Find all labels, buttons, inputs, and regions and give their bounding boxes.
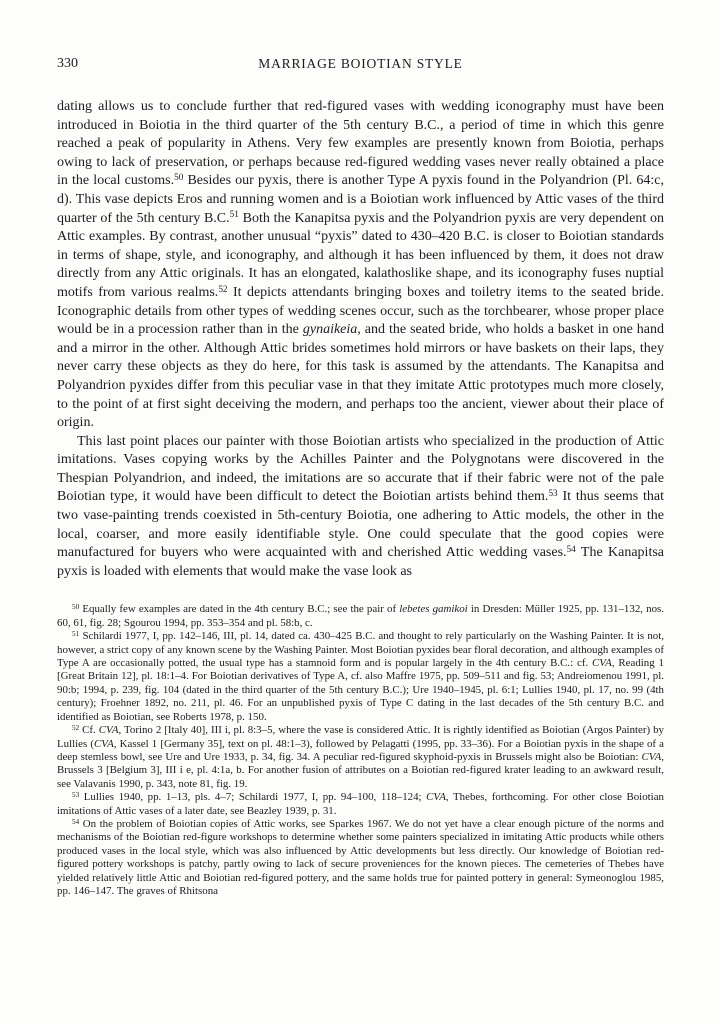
footnote: $^{53}$ Lullies 1940, pp. 1–13, pls. 4–7; Schilardi 1977, I, pp. 94–100, 118–124; CVA, Thebes, forthcoming. For other close Boiotian imitations of Attic vases of a later date, see Beazley 1939, p. 31. — [57, 790, 664, 817]
footnote-marker: 54 — [72, 817, 80, 826]
footnote: $^{50}$ Equally few examples are dated in the 4th century B.C.; see the pair of lebetes gamikoi in Dresden: Müller 1925, pp. 131–132, nos. 60, 61, fig. 28; Sgourou 1994, pp. 353–354 and pl. 58:b, c. — [57, 603, 664, 629]
italic-text: CVA — [641, 750, 662, 763]
footnote-reference: 50 — [174, 172, 184, 183]
italic-text: gynaikeia — [302, 322, 358, 338]
footnote-reference: 54 — [566, 544, 576, 555]
footnote-marker: 53 — [72, 790, 80, 799]
footnote: $^{51}$ Schilardi 1977, I, pp. 142–146, III, pl. 14, dated ca. 430–425 B.C. and thought to rely particularly on the Washing Painter. It is not, however, a strict copy of any known scene by the Washing Painter. Most Boiotian pyxides bear floral decoration, and although examples of Type A are occasionally potted, the usual type has a stamnoid form and is popular largely in the 4th century B.C.: cf. CVA, Reading 1 [Great Britain 12], pl. 18:1–4. For Boiotian derivatives of Type A, cf. also Maffre 1975, pp. 509–511 and fig. 53; Andreiomenou 1991, pl. 90:b; 1994, p. 239, fig. 104 (dated in the third quarter of the 5th century B.C.); Ure 1940–1945, pl. 6:1; Lullies 1940, pl. 17, no. 99 (4th century); Froehner 1892, no. 211, pl. 46. For an unpublished pyxis of Type C dating in the last decades of the 5th century B.C. and identified as Boiotian, see Roberts 1978, p. 150. — [57, 630, 664, 723]
italic-text: CVA — [426, 791, 446, 804]
italic-text: CVA — [592, 657, 612, 670]
footnote-marker: 52 — [72, 723, 80, 732]
page-header — [57, 56, 664, 76]
paragraph: This last point places our painter with those Boiotian artists who specialized in the production of Attic imitations. Vases copying works by the Achilles Painter and the Polygnotans were discovered in the Thespian Polyandrion, and indeed, the imitations are so accurate that if their fabric were not of the pale Boiotian type, it would have been difficult to detect the Boiotian artists behind them.$^{53}$ It thus seems that two vase-painting trends coexisted in 5th-century Boiotia, one adhering to Attic models, the other in the local, coarser, and more easily identifiable style. One could speculate that the good copies were manufactured for buyers who were acquainted with and cherished Attic wedding vases.$^{54}$ The Kanapitsa pyxis is loaded with elements that would make the vase look as — [57, 433, 664, 579]
footnotes — [57, 603, 664, 898]
italic-text: CVA — [98, 724, 119, 737]
footnote-marker: 50 — [72, 603, 80, 612]
body-text — [57, 98, 664, 581]
footnote-marker: 51 — [72, 630, 80, 639]
italic-text: CVA — [94, 737, 114, 750]
footnote: $^{52}$ Cf. CVA, Torino 2 [Italy 40], III i, pl. 8:3–5, where the vase is considered Attic. It is rightly identified as Boiotian (Argos Painter) by Lullies (CVA, Kassel 1 [Germany 35], text on pl. 48:1–3), followed by Pelagatti (1995, pp. 33–36). For a Boiotian pyxis in the shape of a deep stemless bowl, see Ure and Ure 1933, p. 34, fig. 34. A peculiar red-figured skyphoid-pyxis in Brussels might also be Boiotian: CVA, Brussels 3 [Belgium 3], III i e, pl. 4:1a, b. For another fusion of attributes on a Boiotian red-figured krater leading to an awkward result, see Valavanis 1990, p. 343, note 81, fig. 19. — [57, 723, 664, 790]
running-head: MARRIAGE BOIOTIAN STYLE — [258, 56, 463, 71]
footnote-reference: 52 — [218, 283, 228, 294]
footnote-reference: 53 — [548, 488, 558, 499]
footnote: $^{54}$ On the problem of Boiotian copies of Attic works, see Sparkes 1967. We do not yet have a clear enough picture of the norms and mechanisms of the Boiotian red-figure workshops to determine whether some painters specialized in imitating Attic products while others produced vases in the local style, which was also influenced by Attic developments but less directly. Our knowledge of Boiotian red-figured pottery workshops is patchy, partly owing to lack of secure proveniences for the known pieces. The cemeteries of Thebes have yielded relatively little Attic and Boiotian red-figured pottery, and the same holds true for painted pottery in general: Symeonoglou 1985, pp. 146–147. The graves of Rhitsona — [57, 817, 664, 897]
paragraph: dating allows us to conclude further that red-figured vases with wedding iconography must have been introduced in Boiotia in the third quarter of the 5th century B.C., a period of time in which this genre reached a peak of popularity in Athens. Very few examples are presently known from Boiotia, perhaps owing to lack of preservation, or perhaps because red-figured wedding vases never really obtained a place in the local customs.$^{50}$ Besides our pyxis, there is another Type A pyxis found in the Polyandrion (Pl. 64:c, d). This vase depicts Eros and running women and is a Boiotian work influenced by Attic vases of the third quarter of the 5th century B.C.$^{51}$ Both the Kanapitsa pyxis and the Polyandrion pyxis are very dependent on Attic examples. By contrast, another unusual “pyxis” dated to 430–420 B.C. is closer to Boiotian standards in terms of shape, style, and iconography, and although it has been influenced by them, it does not draw directly from any Attic originals. It has an elongated, kalathoslike shape, and its iconography fuses nuptial motifs from various realms.$^{52}$ It depicts attendants bringing boxes and toiletry items to the seated bride. Iconographic details from other types of wedding scenes occur, such as the torchbearer, whose proper place would be in a procession rather than in the gynaikeia, and the seated bride, who holds a basket in one hand and a mirror in the other. Although Attic brides sometimes hold mirrors or have baskets on their laps, they never carry these objects as they do here, for this task is assumed by the attendants. The Kanapitsa and Polyandrion pyxides differ from this peculiar vase in that they imitate Attic prototypes much more closely, to the point of at first sight deceiving the modern, and perhaps too the ancient, viewer about their place of origin. — [57, 99, 665, 431]
italic-text: lebetes gamikoi — [399, 603, 468, 616]
footnote-reference: 51 — [229, 209, 239, 220]
page-number: 330 — [57, 56, 78, 71]
